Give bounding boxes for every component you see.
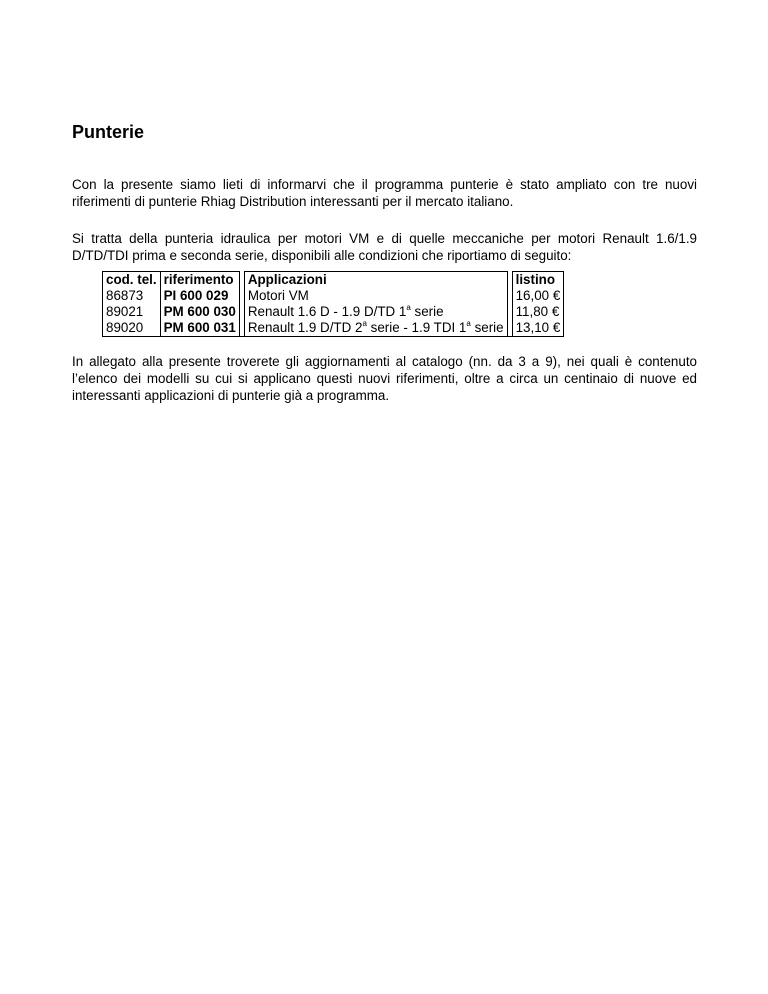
intro-paragraph: Con la presente siamo lieti di informarvi che il programma punterie è stato ampliato con tre nuovi riferimenti di punterie Rhiag Distribution interessanti per il mercato italiano.	[72, 177, 697, 209]
superscript-ordinal: a	[466, 319, 471, 328]
superscript-ordinal: a	[406, 303, 411, 312]
application-text: serie - 1.9 TDI 1	[366, 320, 467, 335]
table-header-row	[103, 272, 564, 289]
price-table	[102, 271, 564, 337]
header-reference: riferimento	[160, 272, 239, 289]
table-row	[103, 320, 564, 337]
cell-reference: PM 600 030	[160, 304, 239, 320]
document-title: Punterie	[72, 122, 145, 142]
application-text: Renault 1.9 D/TD 2	[247, 320, 363, 335]
details-paragraph: Si tratta della punteria idraulica per motori VM e di quelle meccaniche per motori Renault 1.6/1.9 D/TD/TDI prima e seconda serie, disponibili alle condizioni che riportiamo di seguito:	[72, 231, 697, 263]
cell-price: 16,00 €	[512, 288, 564, 304]
application-text: Motori VM	[247, 288, 309, 303]
application-text: serie	[410, 304, 444, 319]
cell-price: 11,80 €	[512, 304, 564, 320]
cell-code: 89020	[103, 320, 161, 337]
table-row	[103, 304, 564, 320]
cell-code: 89021	[103, 304, 161, 320]
header-applications: Applicazioni	[244, 272, 507, 289]
cell-applications	[244, 320, 507, 337]
cell-price: 13,10 €	[512, 320, 564, 337]
cell-reference: PI 600 029	[160, 288, 239, 304]
application-text: Renault 1.6 D - 1.9 D/TD 1	[247, 304, 407, 319]
application-text: serie	[470, 320, 504, 335]
cell-reference: PM 600 031	[160, 320, 239, 337]
price-table-wrapper	[102, 271, 564, 337]
table-row	[103, 288, 564, 304]
cell-applications	[244, 304, 507, 320]
cell-applications	[244, 288, 507, 304]
attachment-paragraph: In allegato alla presente troverete gli aggiornamenti al catalogo (nn. da 3 a 9), nei quali è contenuto l’elenco dei modelli su cui si applicano questi nuovi riferimenti, oltre a circa un centinaio di nuove ed interessanti applicazioni di punterie già a programma.	[72, 354, 697, 403]
cell-code: 86873	[103, 288, 161, 304]
header-price: listino	[512, 272, 564, 289]
superscript-ordinal: a	[362, 319, 367, 328]
header-code: cod. tel.	[103, 272, 161, 289]
